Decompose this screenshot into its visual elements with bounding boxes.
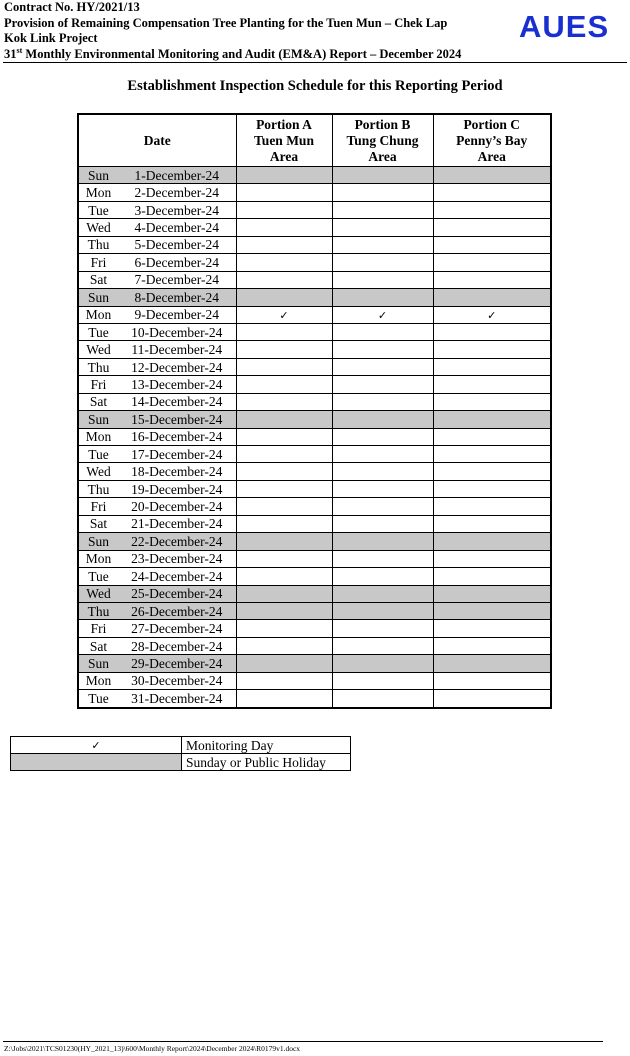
portion-a-cell: [236, 550, 332, 567]
table-row: [78, 376, 551, 393]
footer-divider: [3, 1041, 603, 1042]
portion-c-cell: [433, 358, 551, 375]
day-cell: Wed: [78, 341, 118, 358]
portion-c-cell: [433, 236, 551, 253]
portion-c-cell: [433, 393, 551, 410]
table-row: [78, 167, 551, 184]
portion-b-cell: [332, 201, 433, 218]
table-row: [78, 690, 551, 708]
portion-c-cell: [433, 480, 551, 497]
portion-a-cell: [236, 376, 332, 393]
portion-c-cell: [433, 201, 551, 218]
day-cell: Wed: [78, 463, 118, 480]
portion-a-cell: [236, 167, 332, 184]
date-cell: 7-December-24: [118, 271, 236, 288]
table-row: [78, 201, 551, 218]
portion-c-cell: [433, 446, 551, 463]
table-row: [78, 393, 551, 410]
day-cell: Thu: [78, 358, 118, 375]
check-icon: ✓: [279, 308, 289, 322]
portion-b-cell: [332, 620, 433, 637]
day-cell: Mon: [78, 306, 118, 323]
portion-b-cell: [332, 358, 433, 375]
date-cell: 18-December-24: [118, 463, 236, 480]
day-cell: Tue: [78, 201, 118, 218]
portion-a-cell: [236, 585, 332, 602]
table-row: [78, 184, 551, 201]
date-cell: 29-December-24: [118, 655, 236, 672]
day-cell: Mon: [78, 184, 118, 201]
table-row: [78, 323, 551, 340]
table-row: [78, 655, 551, 672]
portion-c-cell: [433, 690, 551, 708]
portion-a-cell: [236, 201, 332, 218]
date-cell: 3-December-24: [118, 201, 236, 218]
day-cell: Sun: [78, 289, 118, 306]
portion-a-cell: [236, 568, 332, 585]
portion-a-cell: [236, 428, 332, 445]
date-cell: 28-December-24: [118, 637, 236, 654]
table-row: [78, 463, 551, 480]
schedule-body: [78, 167, 551, 708]
table-row: [78, 550, 551, 567]
section-title: Establishment Inspection Schedule for this Reporting Period: [127, 78, 503, 94]
portion-a-cell: [236, 690, 332, 708]
portion-a-cell: [236, 446, 332, 463]
portion-c-cell: [433, 655, 551, 672]
header-portion-a-line3: Area: [269, 148, 299, 164]
footer-file-path: Z:\Jobs\2021\TCS01230(HY_2021_13)\600\Monthly Report\2024\December 2024\R0179v1.docx: [4, 1044, 301, 1053]
date-cell: 12-December-24: [118, 358, 236, 375]
header-portion-c-line3: Area: [477, 148, 506, 164]
portion-c-cell: [433, 515, 551, 532]
table-row: [78, 480, 551, 497]
portion-b-cell: [332, 533, 433, 550]
portion-b-cell: [332, 446, 433, 463]
portion-b-cell: [332, 515, 433, 532]
portion-a-cell: [236, 184, 332, 201]
legend-tick-cell: [11, 737, 182, 754]
portion-b-cell: [332, 254, 433, 271]
header-portion-a-line2: Tuen Mun: [254, 132, 314, 148]
portion-a-cell: [236, 341, 332, 358]
table-row: [78, 637, 551, 654]
date-cell: 25-December-24: [118, 585, 236, 602]
table-row: [78, 515, 551, 532]
day-cell: Fri: [78, 376, 118, 393]
portion-a-cell: [236, 236, 332, 253]
day-cell: Mon: [78, 672, 118, 689]
aues-logo: AUES: [519, 9, 610, 44]
date-cell: 20-December-24: [118, 498, 236, 515]
portion-a-cell: [236, 672, 332, 689]
legend-monitoring-label: Monitoring Day: [182, 737, 351, 754]
portion-a-cell: [236, 620, 332, 637]
portion-b-cell: [332, 690, 433, 708]
portion-c-cell: [433, 376, 551, 393]
date-cell: 11-December-24: [118, 341, 236, 358]
table-row: [78, 585, 551, 602]
project-title-line1: Provision of Remaining Compensation Tree Planting for the Tuen Mun – Chek Lap: [4, 15, 448, 30]
legend-grey-swatch: [11, 754, 182, 771]
table-row: [78, 428, 551, 445]
legend-row-monitoring: [11, 737, 351, 754]
portion-c-cell: [433, 550, 551, 567]
day-cell: Sat: [78, 637, 118, 654]
header-divider: [3, 62, 627, 63]
portion-b-cell: [332, 637, 433, 654]
date-cell: 19-December-24: [118, 480, 236, 497]
date-cell: 1-December-24: [118, 167, 236, 184]
portion-b-cell: [332, 167, 433, 184]
day-cell: Thu: [78, 480, 118, 497]
table-row: [78, 602, 551, 619]
table-row: [78, 446, 551, 463]
date-cell: 14-December-24: [118, 393, 236, 410]
table-row: [78, 533, 551, 550]
portion-c-cell: [433, 289, 551, 306]
portion-b-cell: [332, 219, 433, 236]
report-title-rest: Monthly Environmental Monitoring and Audit (EM&A) Report – December 2024: [22, 46, 462, 61]
portion-c-cell: [433, 411, 551, 428]
day-cell: Mon: [78, 550, 118, 567]
day-cell: Fri: [78, 498, 118, 515]
portion-c-cell: [433, 637, 551, 654]
portion-b-cell: [332, 376, 433, 393]
table-row: [78, 341, 551, 358]
portion-c-cell: [433, 271, 551, 288]
portion-c-cell: [433, 533, 551, 550]
report-ordinal: st: [16, 45, 23, 55]
portion-b-cell: [332, 428, 433, 445]
date-cell: 2-December-24: [118, 184, 236, 201]
portion-b-cell: [332, 341, 433, 358]
portion-c-cell: [433, 323, 551, 340]
portion-a-cell: [236, 602, 332, 619]
day-cell: Fri: [78, 254, 118, 271]
header-portion-a-line1: Portion A: [256, 116, 312, 132]
portion-a-cell: [236, 533, 332, 550]
portion-b-cell: [332, 585, 433, 602]
day-cell: Sun: [78, 655, 118, 672]
table-row: [78, 306, 551, 323]
header-date: Date: [78, 114, 236, 167]
portion-a-cell: [236, 306, 332, 323]
table-row: [78, 358, 551, 375]
portion-c-cell: [433, 585, 551, 602]
date-cell: 21-December-24: [118, 515, 236, 532]
date-cell: 13-December-24: [118, 376, 236, 393]
portion-b-cell: [332, 463, 433, 480]
portion-a-cell: [236, 463, 332, 480]
date-cell: 8-December-24: [118, 289, 236, 306]
portion-a-cell: [236, 219, 332, 236]
table-row: [78, 568, 551, 585]
portion-b-cell: [332, 480, 433, 497]
date-cell: 17-December-24: [118, 446, 236, 463]
portion-c-cell: [433, 428, 551, 445]
header-portion-c-line1: Portion C: [463, 116, 521, 132]
date-cell: 27-December-24: [118, 620, 236, 637]
portion-a-cell: [236, 393, 332, 410]
date-cell: 24-December-24: [118, 568, 236, 585]
portion-b-cell: [332, 672, 433, 689]
portion-b-cell: [332, 184, 433, 201]
portion-b-cell: [332, 289, 433, 306]
portion-b-cell: [332, 393, 433, 410]
portion-c-cell: [433, 254, 551, 271]
day-cell: Mon: [78, 428, 118, 445]
portion-a-cell: [236, 655, 332, 672]
date-cell: 22-December-24: [118, 533, 236, 550]
table-header-row: [78, 114, 551, 167]
day-cell: Sun: [78, 167, 118, 184]
portion-a-cell: [236, 271, 332, 288]
portion-b-cell: [332, 411, 433, 428]
portion-c-cell: [433, 672, 551, 689]
portion-b-cell: [332, 323, 433, 340]
date-cell: 31-December-24: [118, 690, 236, 708]
day-cell: Wed: [78, 585, 118, 602]
portion-b-cell: [332, 550, 433, 567]
header-portion-b-line3: Area: [368, 148, 397, 164]
day-cell: Tue: [78, 323, 118, 340]
portion-c-cell: [433, 306, 551, 323]
header-portion-b-line2: Tung Chung: [346, 132, 419, 148]
check-icon: ✓: [91, 739, 101, 752]
portion-b-cell: [332, 306, 433, 323]
portion-b-cell: [332, 271, 433, 288]
date-cell: 26-December-24: [118, 602, 236, 619]
day-cell: Sun: [78, 533, 118, 550]
day-cell: Sun: [78, 411, 118, 428]
table-row: [78, 236, 551, 253]
header-portion-b-line1: Portion B: [354, 116, 411, 132]
date-cell: 10-December-24: [118, 323, 236, 340]
table-row: [78, 219, 551, 236]
portion-c-cell: [433, 620, 551, 637]
date-cell: 16-December-24: [118, 428, 236, 445]
portion-b-cell: [332, 568, 433, 585]
portion-a-cell: [236, 323, 332, 340]
day-cell: Tue: [78, 568, 118, 585]
table-row: [78, 672, 551, 689]
date-cell: 15-December-24: [118, 411, 236, 428]
check-icon: ✓: [487, 308, 497, 322]
portion-c-cell: [433, 184, 551, 201]
header-portion-a: [236, 114, 332, 167]
portion-b-cell: [332, 602, 433, 619]
day-cell: Thu: [78, 602, 118, 619]
day-cell: Wed: [78, 219, 118, 236]
portion-c-cell: [433, 219, 551, 236]
project-title-line2: Kok Link Project: [4, 31, 98, 45]
portion-c-cell: [433, 568, 551, 585]
portion-b-cell: [332, 236, 433, 253]
table-row: [78, 271, 551, 288]
check-icon: ✓: [377, 308, 388, 322]
day-cell: Tue: [78, 446, 118, 463]
portion-a-cell: [236, 411, 332, 428]
inspection-schedule-table: [77, 113, 552, 709]
portion-c-cell: [433, 167, 551, 184]
portion-a-cell: [236, 498, 332, 515]
legend-holiday-label: Sunday or Public Holiday: [182, 754, 351, 771]
day-cell: Sat: [78, 515, 118, 532]
day-cell: Sat: [78, 393, 118, 410]
date-cell: 5-December-24: [118, 236, 236, 253]
day-cell: Sat: [78, 271, 118, 288]
header-portion-c-line2: Penny’s Bay: [456, 132, 528, 148]
report-title: [4, 47, 624, 63]
portion-c-cell: [433, 602, 551, 619]
table-row: [78, 620, 551, 637]
legend-table: [10, 736, 351, 771]
portion-a-cell: [236, 358, 332, 375]
portion-a-cell: [236, 480, 332, 497]
table-row: [78, 254, 551, 271]
portion-c-cell: [433, 463, 551, 480]
contract-number: Contract No. HY/2021/13: [4, 0, 140, 14]
date-cell: 30-December-24: [118, 672, 236, 689]
day-cell: Fri: [78, 620, 118, 637]
header-portion-b: [332, 114, 433, 167]
report-number: 31: [4, 46, 17, 61]
header-portion-c: [433, 114, 551, 167]
portion-a-cell: [236, 637, 332, 654]
portion-a-cell: [236, 289, 332, 306]
portion-c-cell: [433, 498, 551, 515]
date-cell: 6-December-24: [118, 254, 236, 271]
portion-a-cell: [236, 515, 332, 532]
portion-b-cell: [332, 655, 433, 672]
table-row: [78, 498, 551, 515]
table-row: [78, 289, 551, 306]
date-cell: 23-December-24: [118, 550, 236, 567]
day-cell: Thu: [78, 236, 118, 253]
day-cell: Tue: [78, 690, 118, 708]
date-cell: 9-December-24: [118, 306, 236, 323]
portion-c-cell: [433, 341, 551, 358]
date-cell: 4-December-24: [118, 219, 236, 236]
legend-row-holiday: [11, 754, 351, 771]
portion-a-cell: [236, 254, 332, 271]
table-row: [78, 411, 551, 428]
portion-b-cell: [332, 498, 433, 515]
